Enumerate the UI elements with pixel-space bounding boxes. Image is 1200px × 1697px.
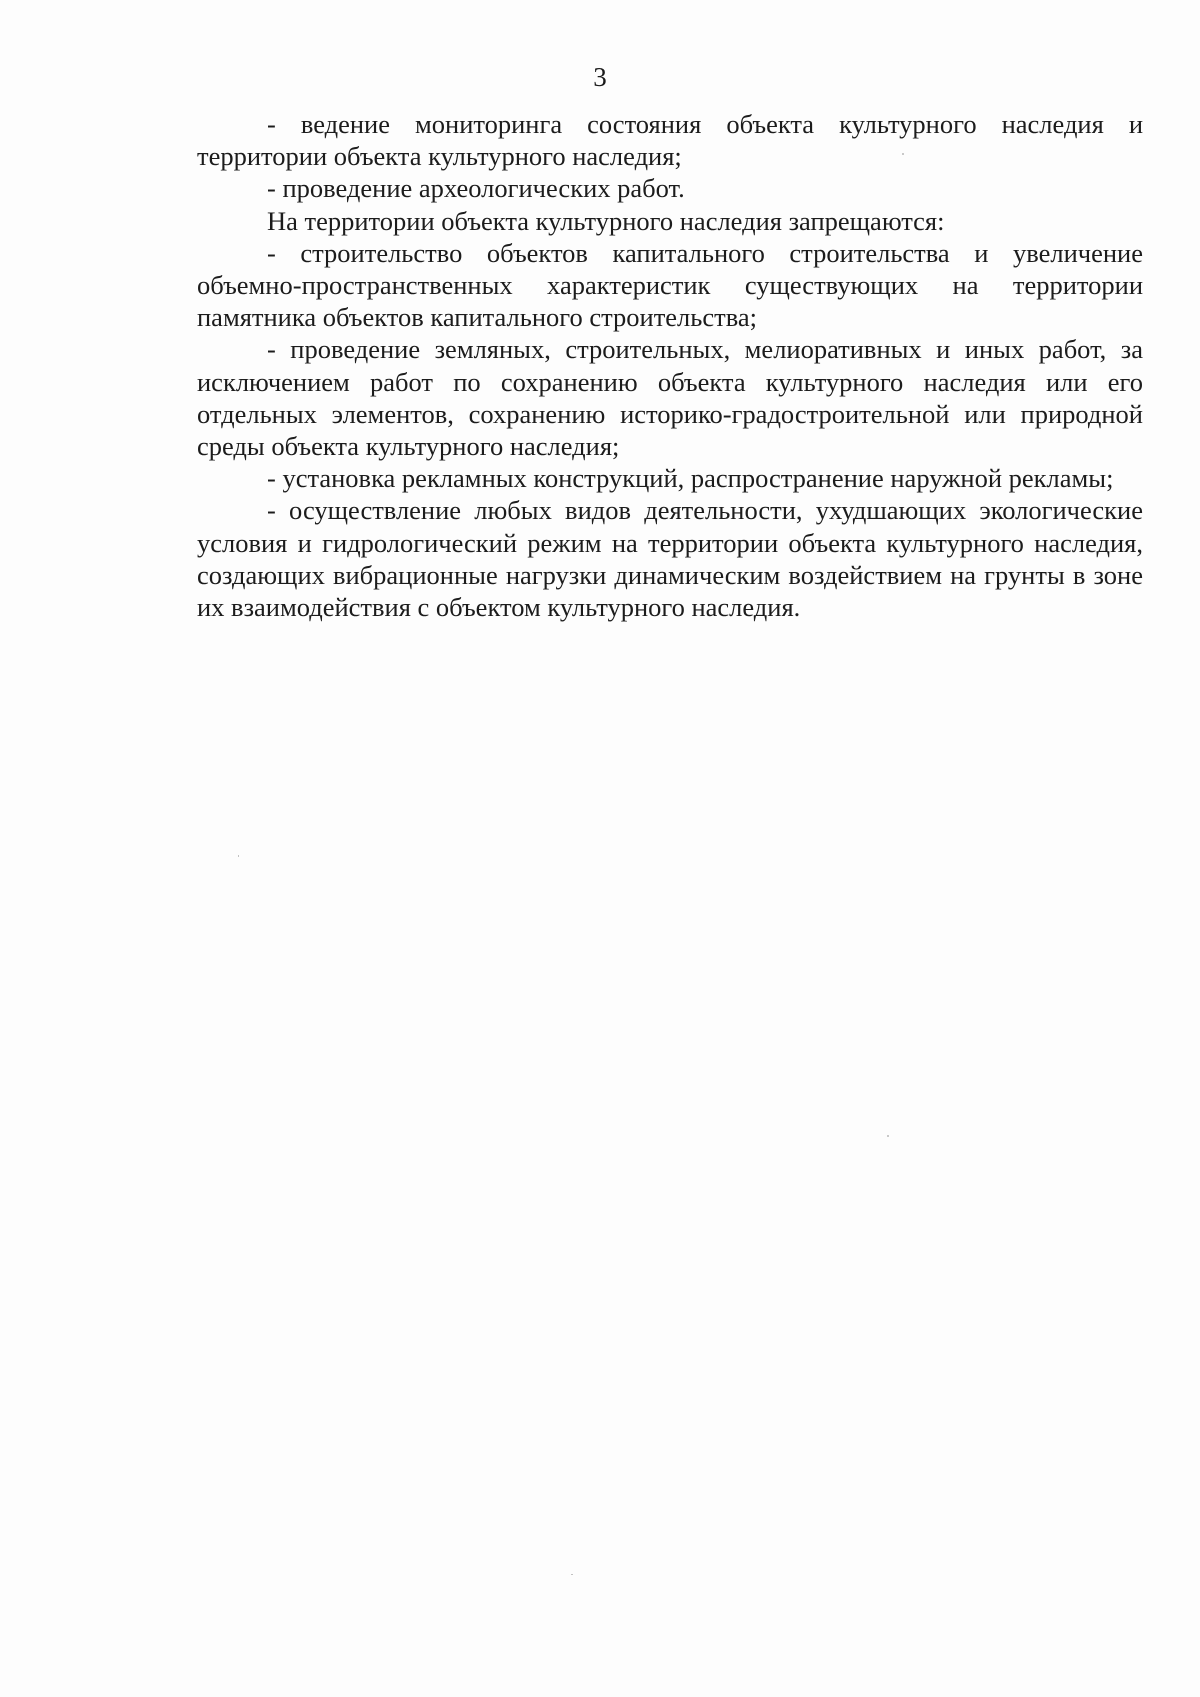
scan-speck: [902, 153, 904, 155]
paragraph-prohibitions-heading: На территории объекта культурного наследия запрещаются:: [267, 205, 945, 236]
page-number: 3: [593, 62, 607, 92]
paragraph-construction-ban: - строительство объектов капитального строительства и увеличение объемно-пространственных характеристик существующих на территории памятника объектов капитального строительства;: [197, 237, 1143, 333]
paragraph-activities-ban: - осуществление любых видов деятельности, ухудшающих экологические условия и гидрологический режим на территории объекта культурного наследия, создающих вибрационные нагрузки динамическим воздействием на грунты в зоне их взаимодействия с объектом культурного наследия.: [197, 495, 1143, 623]
scan-speck: [571, 1574, 573, 1575]
paragraph-advertising-ban: - установка рекламных конструкций, распространение наружной рекламы;: [267, 463, 1114, 494]
paragraph-archaeological-works: - проведение археологических работ.: [267, 173, 685, 204]
scan-speck: [887, 1135, 889, 1137]
paragraph-monitoring: - ведение мониторинга состояния объекта культурного наследия и территории объекта культурного наследия;: [197, 109, 1143, 172]
scan-speck: [238, 855, 239, 857]
paragraph-earthworks-ban: - проведение земляных, строительных, мелиоративных и иных работ, за исключением работ по сохранению объекта культурного наследия или его отдельных элементов, сохранению историко-градостроительной или природной среды объекта культурного наследия;: [197, 334, 1143, 462]
document-body: [197, 108, 1143, 623]
